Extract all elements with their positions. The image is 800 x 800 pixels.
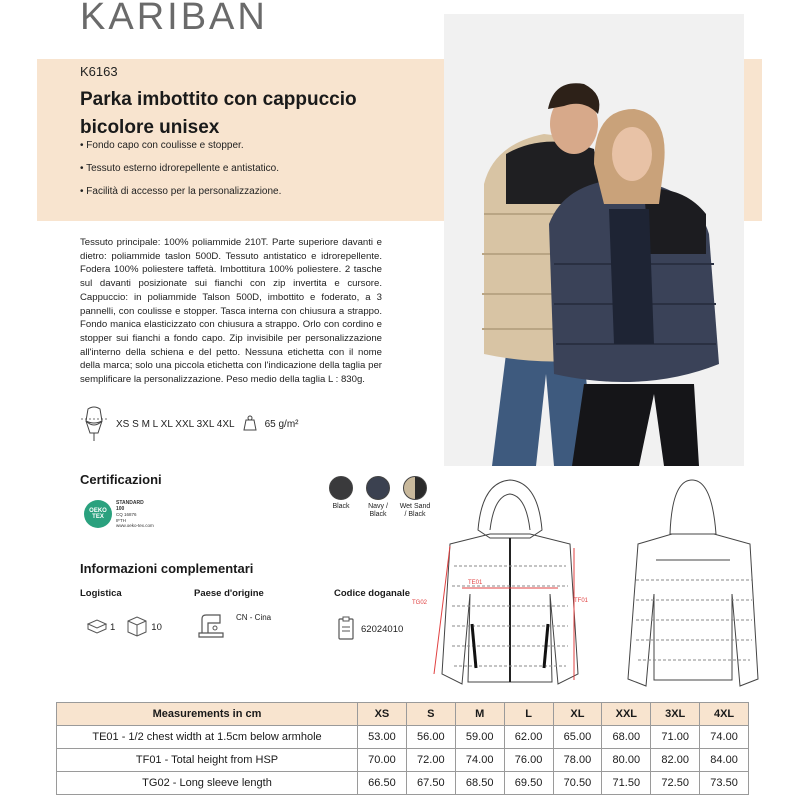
- clipboard-icon: [337, 615, 355, 644]
- color-swatch-navy[interactable]: Navy / Black: [361, 476, 395, 519]
- oeko-tex-badge: OEKO TEX STANDARD 100 CQ 16876 IFTH www.oeko-tex.com: [84, 500, 154, 528]
- color-swatch-wet-sand[interactable]: Wet Sand / Black: [398, 476, 432, 519]
- table-cell: 82.00: [651, 749, 700, 772]
- weight-icon: [241, 414, 259, 435]
- box-icon: [125, 614, 149, 641]
- package-icon: [86, 618, 108, 637]
- table-cell: 80.00: [602, 749, 651, 772]
- table-cell: 65.00: [553, 726, 602, 749]
- table-row: [57, 726, 749, 749]
- feature-item: • Fondo capo con coulisse e stopper.: [80, 140, 244, 151]
- table-cell: 53.00: [358, 726, 407, 749]
- column-header: XL: [553, 703, 602, 726]
- column-header: 4XL: [700, 703, 749, 726]
- size-list: XS S M L XL XXL 3XL 4XL: [116, 418, 235, 430]
- origin-value: CN - Cina: [236, 613, 272, 622]
- column-header: S: [406, 703, 455, 726]
- table-cell: 66.50: [358, 772, 407, 795]
- table-cell: 59.00: [455, 726, 504, 749]
- table-cell: 67.50: [406, 772, 455, 795]
- origin-info: [196, 611, 271, 642]
- table-cell: TG02 - Long sleeve length: [57, 772, 358, 795]
- certifications-heading: Certificazioni: [80, 472, 162, 487]
- oeko-tex-logo-icon: OEKO TEX: [84, 500, 112, 528]
- technical-drawing: [410, 474, 770, 700]
- table-cell: 70.50: [553, 772, 602, 795]
- models-illustration: [444, 14, 744, 466]
- column-header: 3XL: [651, 703, 700, 726]
- swatch-dot: [329, 476, 353, 500]
- size-weight-row: [80, 404, 299, 444]
- feature-list: [80, 140, 281, 209]
- table-cell: 78.00: [553, 749, 602, 772]
- color-swatch-black[interactable]: Black: [324, 476, 358, 519]
- origin-label: Paese d'origine: [194, 588, 264, 599]
- tg02-label: TG02: [412, 600, 428, 606]
- table-row: [57, 772, 749, 795]
- table-cell: 69.50: [504, 772, 553, 795]
- column-header: XS: [358, 703, 407, 726]
- logistics-label: Logistica: [80, 588, 122, 599]
- product-description: Tessuto principale: 100% poliammide 210T. Parte superiore davanti e dietro: poliammide taslon 500D. Tessuto antistatico e idrorepellente. Fodera 100% poliestere taffetà. Imbottitura 100% poliestere. 2 tasche sul davanti posizionate sui fianchi con zip invertita e cursore. Cappuccio: in poliammide Talson 500D, imbottito e foderato, a 3 pannelli, con coulisse e stopper. Tasca interna con chiusura a strappo. Fondo manica elasticizzato con chiusura a strappo. Orlo con cordino e stopper sui fianchi a fondo capo. Zip invisibile per personalizzazione all'interno della schiena e del petto. Nessuna etichetta con il nome della marca; solo una piccola etichetta con l'indicazione della taglia per semplificare la personalizzazione. Peso medio della taglia L : 830g.: [80, 237, 382, 386]
- product-photo: [444, 14, 744, 466]
- table-cell: 73.50: [700, 772, 749, 795]
- sewing-machine-icon: [196, 611, 226, 642]
- table-cell: 72.00: [406, 749, 455, 772]
- table-cell: 84.00: [700, 749, 749, 772]
- tf01-label: TF01: [574, 598, 589, 604]
- column-header: Measurements in cm: [57, 703, 358, 726]
- table-row: [57, 749, 749, 772]
- fabric-weight: 65 g/m²: [264, 418, 299, 430]
- customs-label: Codice doganale: [334, 588, 411, 599]
- front-view-drawing: [442, 480, 578, 684]
- logistics-info: 1 10: [86, 614, 162, 641]
- mannequin-icon: [80, 403, 108, 446]
- column-header: XXL: [602, 703, 651, 726]
- table-cell: 62.00: [504, 726, 553, 749]
- table-cell: 72.50: [651, 772, 700, 795]
- complementary-heading: Informazioni complementari: [80, 561, 254, 576]
- te01-label: TE01: [468, 580, 483, 586]
- back-view-drawing: [628, 480, 758, 686]
- table-cell: 68.50: [455, 772, 504, 795]
- feature-item: • Facilità di accesso per la personalizzazione.: [80, 186, 282, 197]
- customs-value: 62024010: [361, 624, 404, 635]
- table-cell: 74.00: [455, 749, 504, 772]
- product-title: Parka imbottito con cappuccio bicolore unisex: [80, 89, 357, 138]
- table-cell: 74.00: [700, 726, 749, 749]
- column-header: L: [504, 703, 553, 726]
- table-cell: TE01 - 1/2 chest width at 1.5cm below armhole: [57, 726, 358, 749]
- measurements-table: [56, 702, 749, 795]
- table-cell: TF01 - Total height from HSP: [57, 749, 358, 772]
- brand-logo: KARIBAN: [80, 0, 268, 38]
- feature-item: • Tessuto esterno idrorepellente e antistatico.: [80, 163, 279, 174]
- table-cell: 56.00: [406, 726, 455, 749]
- swatch-dot: [366, 476, 390, 500]
- table-cell: 71.00: [651, 726, 700, 749]
- table-cell: 71.50: [602, 772, 651, 795]
- table-cell: 68.00: [602, 726, 651, 749]
- table-cell: 70.00: [358, 749, 407, 772]
- product-ref: K6163: [80, 64, 118, 79]
- column-header: M: [455, 703, 504, 726]
- customs-info: [337, 615, 403, 644]
- table-header-row: [57, 703, 749, 726]
- table-cell: 76.00: [504, 749, 553, 772]
